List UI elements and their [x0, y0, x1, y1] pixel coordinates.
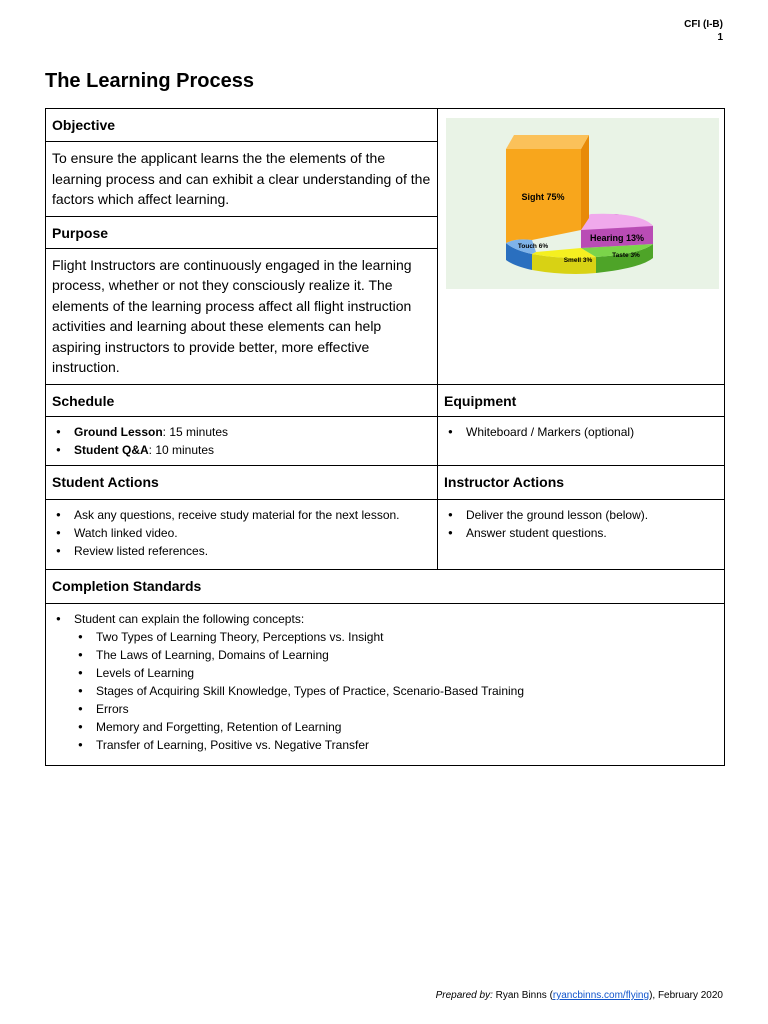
- schedule-item-value: : 10 minutes: [148, 442, 215, 457]
- footer-suffix: ), February 2020: [649, 990, 723, 1001]
- equipment-heading-cell: [438, 384, 725, 416]
- list-item: ● Memory and Forgetting, Retention of Learning: [74, 718, 718, 736]
- completion-list-cell: [46, 603, 725, 765]
- page-header: [684, 18, 723, 44]
- list-item: ● Levels of Learning: [74, 664, 718, 682]
- list-item: ● Errors: [74, 700, 718, 718]
- list-item: ● Review listed references.: [52, 542, 431, 560]
- student-actions-heading-cell: [46, 465, 438, 499]
- instructor-actions-list-cell: [438, 499, 725, 569]
- schedule-item-value: : 15 minutes: [162, 424, 229, 439]
- purpose-text: Flight Instructors are continuously engaged in the learning process, whether or not they consciously realize it. The elements of the learning process affect all flight instruction activities and learning about these elements can help aspiring instructors to provide better, more effective instruction.: [52, 256, 412, 375]
- senses-chart-svg: [446, 118, 719, 289]
- list-item: ● Transfer of Learning, Positive vs. Negative Transfer: [74, 736, 718, 754]
- label-smell: Smell 3%: [563, 257, 593, 264]
- objective-heading: Objective: [52, 117, 116, 133]
- list-item: [52, 441, 431, 459]
- equipment-list-cell: [438, 416, 725, 465]
- objective-text: To ensure the applicant learns the the elements of the learning process and can exhibit a clear understanding of the factors which affect learning.: [52, 150, 431, 207]
- footer-author: Ryan Binns (: [492, 990, 553, 1001]
- slice-sight-top: [506, 135, 589, 149]
- list-item: ● Ask any questions, receive study material for the next lesson.: [52, 506, 431, 524]
- completion-sublist: [74, 628, 718, 754]
- schedule-item-label: Ground Lesson: [74, 424, 163, 439]
- student-actions-heading: Student Actions: [52, 473, 159, 490]
- completion-heading-cell: [46, 569, 725, 603]
- purpose-heading: Purpose: [52, 224, 109, 241]
- page-footer: [436, 990, 723, 1001]
- schedule-heading: Schedule: [52, 392, 115, 409]
- page-title: The Learning Process: [45, 70, 254, 92]
- list-item: ● The Laws of Learning, Domains of Learning: [74, 646, 718, 664]
- list-item: ● Stages of Acquiring Skill Knowledge, Types of Practice, Scenario-Based Training: [74, 682, 718, 700]
- label-sight: Sight 75%: [521, 192, 565, 202]
- label-taste: Taste 3%: [612, 252, 640, 259]
- instructor-actions-heading-cell: [438, 465, 725, 499]
- label-hearing: Hearing 13%: [589, 233, 645, 243]
- student-actions-list: [46, 500, 437, 566]
- completion-heading: Completion Standards: [52, 577, 202, 594]
- schedule-list-cell: [46, 416, 438, 465]
- schedule-heading-cell: [46, 384, 438, 416]
- list-item: ● Watch linked video.: [52, 524, 431, 542]
- list-item: ● Deliver the ground lesson (below).: [444, 506, 718, 524]
- objective-text-cell: [46, 142, 438, 217]
- completion-intro: Student can explain the following concepts:: [74, 611, 305, 626]
- senses-chart: [446, 118, 719, 289]
- completion-list: [46, 604, 724, 760]
- lesson-table: [45, 108, 725, 766]
- instructor-actions-list: [438, 500, 724, 548]
- label-touch: Touch 6%: [517, 243, 549, 250]
- list-item: [52, 423, 431, 441]
- course-code: CFI (I-B): [684, 19, 723, 30]
- equipment-list: [438, 417, 724, 447]
- list-item: ● Two Types of Learning Theory, Perceptions vs. Insight: [74, 628, 718, 646]
- footer-prefix: Prepared by:: [435, 990, 493, 1001]
- objective-heading-cell: [46, 109, 438, 142]
- equipment-heading: Equipment: [444, 392, 517, 409]
- purpose-heading-cell: [46, 216, 438, 248]
- schedule-list: [46, 417, 437, 465]
- chart-cell: [438, 109, 725, 385]
- instructor-actions-heading: Instructor Actions: [444, 473, 565, 490]
- page-number: 1: [717, 32, 723, 43]
- purpose-text-cell: [46, 248, 438, 384]
- list-item: ● Whiteboard / Markers (optional): [444, 423, 718, 441]
- list-item: [52, 610, 718, 754]
- schedule-item-label: Student Q&A: [74, 442, 149, 457]
- slice-sight-side: [581, 135, 589, 230]
- list-item: ● Answer student questions.: [444, 524, 718, 542]
- student-actions-list-cell: [46, 499, 438, 569]
- footer-link[interactable]: ryancbinns.com/flying: [552, 990, 650, 1001]
